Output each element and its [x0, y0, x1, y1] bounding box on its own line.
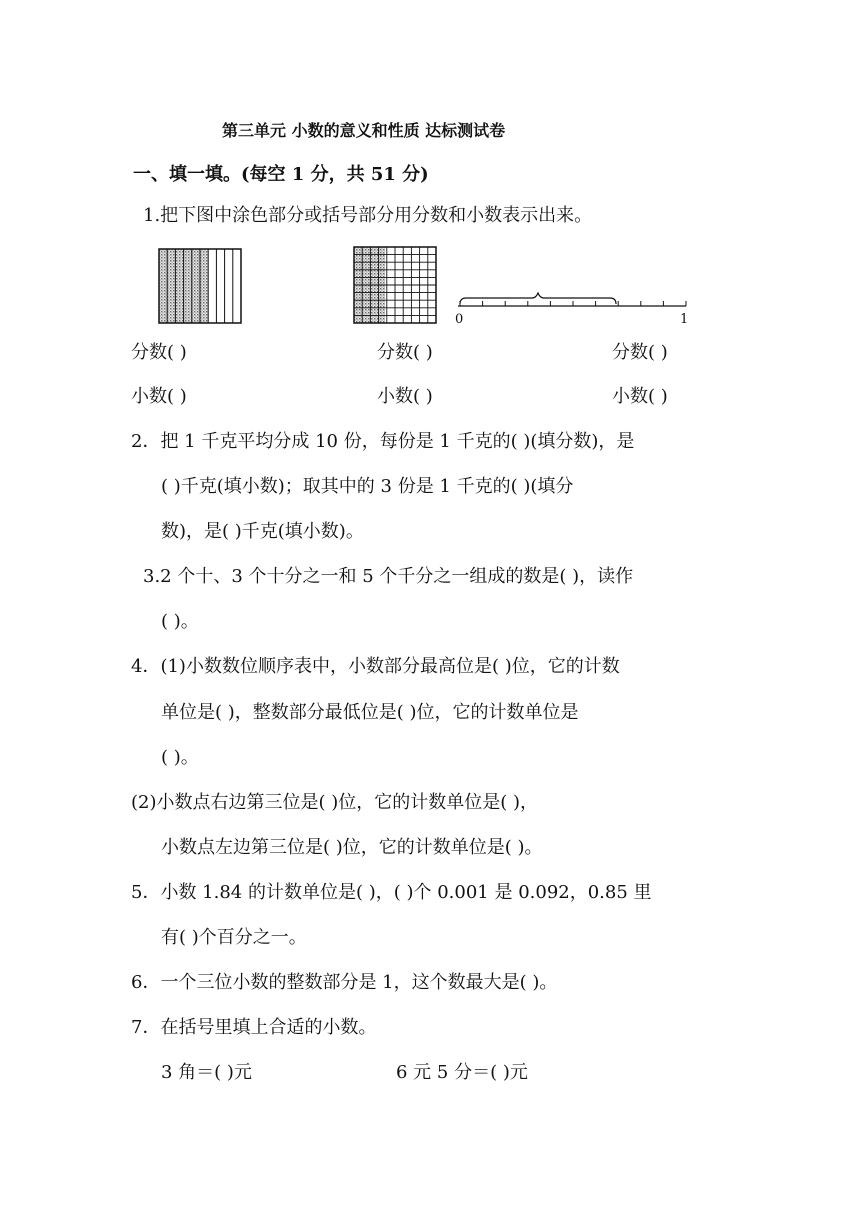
q4-line-4: (2)小数点右边第三位是( )位，它的计数单位是( )，: [131, 792, 539, 813]
q2-line-3: 数)，是( )千克(填小数)。: [161, 521, 364, 542]
q3-line-2: ( )。: [161, 611, 199, 632]
figure-grid: [353, 246, 437, 324]
q1-fraction-answer-2[interactable]: 分数( ): [377, 342, 433, 363]
q1-text: 1.把下图中涂色部分或括号部分用分数和小数表示出来。: [143, 205, 593, 226]
page-title: 第三单元 小数的意义和性质 达标测试卷: [222, 121, 506, 140]
q1-fraction-answer-3[interactable]: 分数( ): [612, 342, 668, 363]
q1-decimal-answer-2[interactable]: 小数( ): [377, 386, 433, 407]
q1-decimal-answer-1[interactable]: 小数( ): [131, 386, 187, 407]
q3-line-1: 3.2 个十、3 个十分之一和 5 个千分之一组成的数是( )，读作: [143, 566, 634, 587]
q5-line-2: 有( )个百分之一。: [161, 927, 307, 948]
q4-line-1: 4．(1)小数数位顺序表中，小数部分最高位是( )位，它的计数: [131, 656, 620, 677]
section-heading: 一、填一填。(每空 1 分，共 51 分): [133, 164, 429, 185]
q6-line-1: 6．一个三位小数的整数部分是 1，这个数最大是( )。: [131, 972, 558, 993]
q4-line-3: ( )。: [161, 747, 199, 768]
figure-number-line: [452, 292, 692, 328]
figure-strips: [158, 248, 242, 324]
number-line-end-label: 1: [680, 312, 689, 327]
q5-line-1: 5．小数 1.84 的计数单位是( )，( )个 0.001 是 0.092，0.85 里: [131, 882, 652, 903]
q7-item-1[interactable]: 3 角＝( )元: [161, 1062, 252, 1083]
number-line-start-label: 0: [455, 312, 464, 327]
q7-line-1: 7．在括号里填上合适的小数。: [131, 1017, 377, 1038]
q1-decimal-answer-3[interactable]: 小数( ): [612, 386, 668, 407]
q4-line-5: 小数点左边第三位是( )位，它的计数单位是( )。: [161, 837, 543, 858]
q2-line-2: ( )千克(填小数)；取其中的 3 份是 1 千克的( )(填分: [161, 476, 574, 497]
q7-item-2[interactable]: 6 元 5 分＝( )元: [396, 1062, 528, 1083]
q1-fraction-answer-1[interactable]: 分数( ): [131, 342, 187, 363]
q4-line-2: 单位是( )，整数部分最低位是( )位，它的计数单位是: [161, 702, 579, 723]
brace: [460, 293, 616, 304]
q2-line-1: 2．把 1 千克平均分成 10 份，每份是 1 千克的( )(填分数)，是: [131, 431, 635, 452]
